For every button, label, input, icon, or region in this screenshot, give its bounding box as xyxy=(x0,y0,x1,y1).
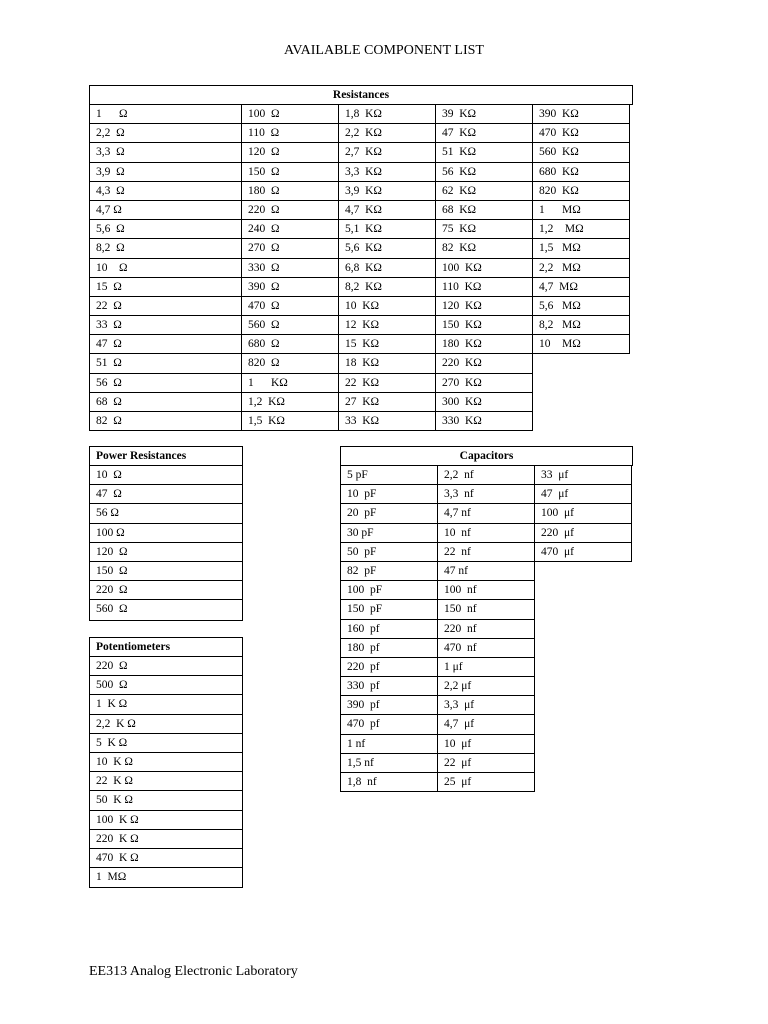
table-cell: 56 Ω xyxy=(96,507,119,520)
table-cell: 100 KΩ xyxy=(436,259,533,277)
table-row xyxy=(90,466,242,485)
table-row xyxy=(90,259,630,278)
table-cell: 100 Ω xyxy=(96,526,125,539)
table-cell: 180 Ω xyxy=(242,182,339,200)
table-row xyxy=(90,504,242,523)
table-row xyxy=(341,715,535,734)
table-cell: 75 KΩ xyxy=(436,220,533,238)
table-cell: 150 pF xyxy=(341,600,438,618)
table-row xyxy=(90,485,242,504)
table-cell: 25 μf xyxy=(438,773,535,791)
capacitors-table xyxy=(340,446,633,792)
table-cell: 220 μf xyxy=(535,524,632,542)
table-cell: 820 KΩ xyxy=(533,182,630,200)
table-row xyxy=(341,658,535,677)
table-row xyxy=(90,239,630,258)
table-cell: 560 Ω xyxy=(96,603,128,616)
table-cell: 160 pf xyxy=(341,620,438,638)
table-cell: 8,2 KΩ xyxy=(339,278,436,296)
table-cell: 390 Ω xyxy=(242,278,339,296)
table-cell: 2,2 Ω xyxy=(90,124,242,142)
table-cell: 10 K Ω xyxy=(96,755,133,768)
table-row xyxy=(90,562,242,581)
table-row xyxy=(90,676,242,695)
table-cell: 47 nf xyxy=(438,562,535,580)
table-row xyxy=(90,278,630,297)
table-cell: 560 KΩ xyxy=(533,143,630,161)
table-cell: 1 Ω xyxy=(90,105,242,123)
table-cell: 47 KΩ xyxy=(436,124,533,142)
table-cell: 330 KΩ xyxy=(436,412,533,430)
table-cell: 50 K Ω xyxy=(96,794,133,807)
table-row xyxy=(341,466,632,485)
table-cell: 56 Ω xyxy=(90,374,242,392)
table-cell: 270 KΩ xyxy=(436,374,533,392)
table-row xyxy=(341,754,535,773)
table-cell: 1 MΩ xyxy=(96,871,127,884)
table-cell: 1,5 MΩ xyxy=(533,239,630,257)
table-cell: 470 K Ω xyxy=(96,851,139,864)
table-row xyxy=(90,316,630,335)
table-cell: 820 Ω xyxy=(242,354,339,372)
table-cell: 47 Ω xyxy=(90,335,242,353)
table-cell: 8,2 Ω xyxy=(90,239,242,257)
table-row xyxy=(90,124,630,143)
resistances-header: Resistances xyxy=(90,86,633,105)
table-row xyxy=(341,773,535,792)
table-row xyxy=(90,201,630,220)
resistances-rows xyxy=(90,105,633,431)
table-cell: 470 pf xyxy=(341,715,438,733)
table-cell: 15 KΩ xyxy=(339,335,436,353)
table-row xyxy=(90,297,630,316)
table-cell: 56 KΩ xyxy=(436,163,533,181)
table-row xyxy=(90,695,242,714)
table-cell: 1 MΩ xyxy=(533,201,630,219)
table-cell: 4,7 KΩ xyxy=(339,201,436,219)
table-cell: 3,3 Ω xyxy=(90,143,242,161)
table-cell: 2,7 KΩ xyxy=(339,143,436,161)
table-cell: 39 KΩ xyxy=(436,105,533,123)
table-cell: 110 Ω xyxy=(242,124,339,142)
table-cell: 2,2 K Ω xyxy=(96,717,136,730)
table-cell: 4,7 μf xyxy=(438,715,535,733)
table-cell: 150 Ω xyxy=(242,163,339,181)
table-cell: 180 KΩ xyxy=(436,335,533,353)
table-cell: 300 KΩ xyxy=(436,393,533,411)
table-cell: 150 KΩ xyxy=(436,316,533,334)
table-cell: 100 μf xyxy=(535,504,632,522)
table-cell: 10 Ω xyxy=(90,259,242,277)
table-cell: 470 Ω xyxy=(242,297,339,315)
table-cell: 330 Ω xyxy=(242,259,339,277)
table-cell: 220 K Ω xyxy=(96,832,139,845)
table-row xyxy=(90,335,630,354)
table-cell: 47 Ω xyxy=(96,488,122,501)
table-cell: 10 MΩ xyxy=(533,335,630,353)
table-row xyxy=(341,735,535,754)
table-cell: 330 pf xyxy=(341,677,438,695)
table-row xyxy=(90,830,242,849)
table-row xyxy=(90,412,533,431)
table-cell: 3,3 KΩ xyxy=(339,163,436,181)
table-cell: 47 μf xyxy=(535,485,632,503)
table-row xyxy=(90,600,242,619)
table-cell: 220 KΩ xyxy=(436,354,533,372)
table-cell: 22 Ω xyxy=(90,297,242,315)
table-cell: 470 nf xyxy=(438,639,535,657)
table-cell: 82 KΩ xyxy=(436,239,533,257)
table-cell: 5,6 MΩ xyxy=(533,297,630,315)
table-row xyxy=(90,524,242,543)
table-cell: 220 pf xyxy=(341,658,438,676)
table-cell: 1 KΩ xyxy=(242,374,339,392)
table-cell: 3,3 nf xyxy=(438,485,535,503)
table-cell: 1,8 nf xyxy=(341,773,438,791)
table-cell: 3,9 KΩ xyxy=(339,182,436,200)
table-row xyxy=(90,772,242,791)
table-row xyxy=(341,485,632,504)
table-cell: 50 pF xyxy=(341,543,438,561)
table-cell: 240 Ω xyxy=(242,220,339,238)
table-row xyxy=(90,581,242,600)
table-cell: 12 KΩ xyxy=(339,316,436,334)
table-row xyxy=(341,696,535,715)
table-row xyxy=(90,220,630,239)
table-cell: 51 Ω xyxy=(90,354,242,372)
table-cell: 51 KΩ xyxy=(436,143,533,161)
table-cell: 220 Ω xyxy=(242,201,339,219)
power-resistances-rows xyxy=(90,466,242,620)
table-row xyxy=(341,600,535,619)
table-cell: 68 KΩ xyxy=(436,201,533,219)
table-cell: 270 Ω xyxy=(242,239,339,257)
table-row xyxy=(90,657,242,676)
table-cell: 22 KΩ xyxy=(339,374,436,392)
table-row xyxy=(90,715,242,734)
table-row xyxy=(341,620,535,639)
table-row xyxy=(90,868,242,887)
table-cell: 1,5 KΩ xyxy=(242,412,339,430)
table-row xyxy=(341,543,632,562)
table-cell: 390 KΩ xyxy=(533,105,630,123)
power-resistances-header: Power Resistances xyxy=(90,447,242,466)
table-row xyxy=(341,581,535,600)
table-cell: 100 nf xyxy=(438,581,535,599)
table-row xyxy=(90,849,242,868)
table-cell: 33 KΩ xyxy=(339,412,436,430)
table-cell: 27 KΩ xyxy=(339,393,436,411)
table-cell: 10 μf xyxy=(438,735,535,753)
table-cell: 1,5 nf xyxy=(341,754,438,772)
table-cell: 220 nf xyxy=(438,620,535,638)
table-cell: 100 Ω xyxy=(242,105,339,123)
table-cell: 10 Ω xyxy=(96,469,122,481)
table-cell: 120 KΩ xyxy=(436,297,533,315)
table-cell: 3,3 μf xyxy=(438,696,535,714)
table-row xyxy=(90,374,533,393)
table-cell: 2,2 μf xyxy=(438,677,535,695)
table-cell: 20 pF xyxy=(341,504,438,522)
table-cell: 68 Ω xyxy=(90,393,242,411)
table-cell: 62 KΩ xyxy=(436,182,533,200)
table-row xyxy=(341,504,632,523)
table-cell: 390 pf xyxy=(341,696,438,714)
table-cell: 2,2 KΩ xyxy=(339,124,436,142)
table-cell: 470 KΩ xyxy=(533,124,630,142)
table-cell: 10 pF xyxy=(341,485,438,503)
table-cell: 120 Ω xyxy=(242,143,339,161)
table-cell: 22 μf xyxy=(438,754,535,772)
table-cell: 15 Ω xyxy=(90,278,242,296)
table-cell: 4,7 nf xyxy=(438,504,535,522)
capacitors-header: Capacitors xyxy=(341,447,633,466)
table-cell: 5 K Ω xyxy=(96,736,128,749)
power-resistances-table xyxy=(89,446,243,621)
table-row xyxy=(90,143,630,162)
table-cell: 3,9 Ω xyxy=(90,163,242,181)
table-cell: 470 μf xyxy=(535,543,632,561)
table-row xyxy=(90,734,242,753)
table-cell: 10 nf xyxy=(438,524,535,542)
table-cell: 1 nf xyxy=(341,735,438,753)
table-cell: 680 KΩ xyxy=(533,163,630,181)
table-cell: 5 pF xyxy=(341,466,438,484)
table-cell: 560 Ω xyxy=(242,316,339,334)
table-cell: 4,3 Ω xyxy=(90,182,242,200)
table-cell: 120 Ω xyxy=(96,545,128,558)
table-cell: 5,1 KΩ xyxy=(339,220,436,238)
table-cell: 180 pf xyxy=(341,639,438,657)
capacitors-rows xyxy=(341,466,633,792)
potentiometers-header: Potentiometers xyxy=(90,638,242,657)
table-row xyxy=(90,163,630,182)
table-cell: 6,8 KΩ xyxy=(339,259,436,277)
table-cell: 4,7 MΩ xyxy=(533,278,630,296)
table-row xyxy=(90,791,242,810)
potentiometers-rows xyxy=(90,657,242,887)
table-cell: 5,6 Ω xyxy=(90,220,242,238)
resistances-table xyxy=(89,85,633,431)
table-cell: 82 pF xyxy=(341,562,438,580)
table-cell: 1 μf xyxy=(438,658,535,676)
table-cell: 18 KΩ xyxy=(339,354,436,372)
table-cell: 22 K Ω xyxy=(96,775,133,788)
table-row xyxy=(90,811,242,830)
table-cell: 500 Ω xyxy=(96,679,128,692)
table-cell: 1,2 MΩ xyxy=(533,220,630,238)
table-cell: 150 Ω xyxy=(96,564,128,577)
table-row xyxy=(90,543,242,562)
table-cell: 150 nf xyxy=(438,600,535,618)
table-cell: 1,2 KΩ xyxy=(242,393,339,411)
table-cell: 1 K Ω xyxy=(96,698,128,711)
table-cell: 4,7 Ω xyxy=(90,201,242,219)
table-row xyxy=(341,639,535,658)
table-cell: 30 pF xyxy=(341,524,438,542)
table-row xyxy=(341,562,535,581)
table-cell: 33 Ω xyxy=(90,316,242,334)
table-cell: 2,2 nf xyxy=(438,466,535,484)
table-cell: 680 Ω xyxy=(242,335,339,353)
potentiometers-table xyxy=(89,637,243,888)
table-cell: 5,6 KΩ xyxy=(339,239,436,257)
table-row xyxy=(341,677,535,696)
page-title: AVAILABLE COMPONENT LIST xyxy=(284,43,484,58)
table-cell: 10 KΩ xyxy=(339,297,436,315)
table-row xyxy=(90,354,533,373)
table-row xyxy=(90,753,242,772)
table-cell: 2,2 MΩ xyxy=(533,259,630,277)
table-cell: 22 nf xyxy=(438,543,535,561)
table-row xyxy=(90,182,630,201)
table-cell: 100 K Ω xyxy=(96,813,139,826)
table-cell: 1,8 KΩ xyxy=(339,105,436,123)
table-cell: 8,2 MΩ xyxy=(533,316,630,334)
table-row xyxy=(90,393,533,412)
table-row xyxy=(341,524,632,543)
table-cell: 110 KΩ xyxy=(436,278,533,296)
table-cell: 82 Ω xyxy=(90,412,242,430)
table-cell: 100 pF xyxy=(341,581,438,599)
table-cell: 220 Ω xyxy=(96,584,128,597)
table-cell: 220 Ω xyxy=(96,660,128,672)
footer-text: EE313 Analog Electronic Laboratory xyxy=(89,964,298,979)
table-cell: 33 μf xyxy=(535,466,632,484)
table-row xyxy=(90,105,630,124)
